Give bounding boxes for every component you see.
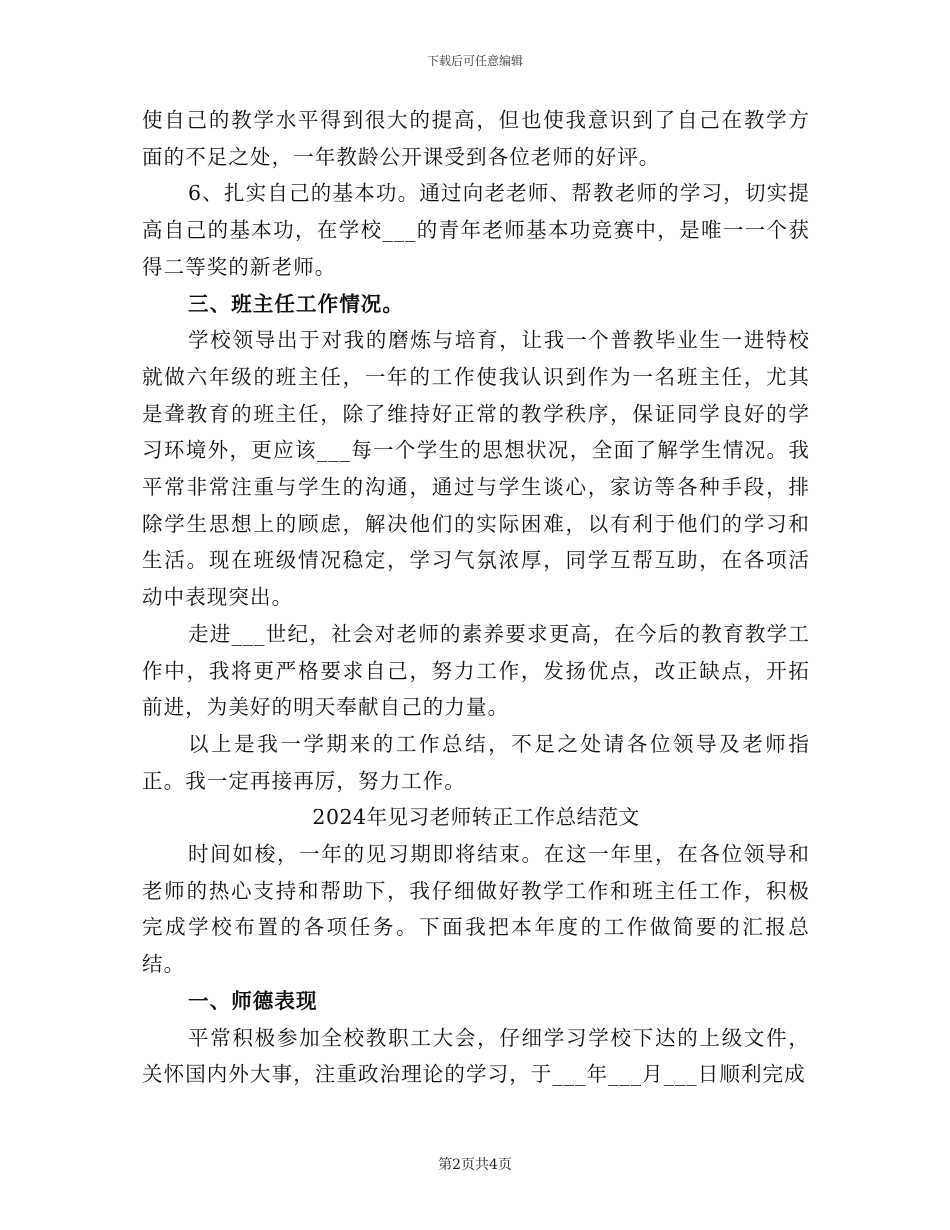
paragraph-new-century: 走进___世纪，社会对老师的素养要求更高，在今后的教育教学工作中，我将更严格要求自己，努力工作，发扬优点，改正缺点，开拓前进，为美好的明天奉献自己的力量。 (142, 621, 810, 720)
section-heading-class-teacher: 三、班主任工作情况。 (188, 291, 404, 316)
section-heading-ethics: 一、师德表现 (188, 988, 318, 1013)
paragraph-intro: 时间如梭，一年的见习期即将结束。在这一年里，在各位领导和老师的热心支持和帮助下，我仔细做好教学工作和班主任工作，积极完成学校布置的各项任务。下面我把本年度的工作做简要的汇报总结。 (142, 842, 810, 977)
paragraph-continuation: 使自己的教学水平得到很大的提高，但也使我意识到了自己在教学方面的不足之处，一年教龄公开课受到各位老师的好评。 (142, 108, 810, 169)
article-title: 2024年见习老师转正工作总结范文 (312, 805, 640, 830)
paragraph-class-teacher-work: 学校领导出于对我的磨炼与培育，让我一个普教毕业生一进特校就做六年级的班主任，一年的工作使我认识到作为一名班主任，尤其是聋教育的班主任，除了维持好正常的教学秩序，保证同学良好的学习环境外，更应该___每一个学生的思想状况，全面了解学生情况。我平常非常注重与学生的沟通，通过与学生谈心，家访等各种手段，排除学生思想上的顾虑，解决他们的实际困难，以有利于他们的学习和生活。现在班级情况稳定，学习气氛浓厚，同学互帮互助，在各项活动中表现突出。 (142, 328, 810, 610)
paragraph-basic-skills: 6、扎实自己的基本功。通过向老老师、帮教老师的学习，切实提高自己的基本功，在学校___的青年老师基本功竞赛中，是唯一一个获得二等奖的新老师。 (142, 181, 810, 279)
page-header: 下载后可任意编辑 (426, 54, 523, 68)
paragraph-summary-closing: 以上是我一学期来的工作总结，不足之处请各位领导及老师指正。我一定再接再厉，努力工作。 (142, 731, 810, 793)
document-body (142, 102, 810, 1093)
paragraph-ethics: 平常积极参加全校教职工大会，仔细学习学校下达的上级文件，关怀国内外大事，注重政治理论的学习，于___年___月___日顺利完成 (142, 1025, 810, 1087)
page-footer: 第2页共4页 (438, 1157, 512, 1173)
